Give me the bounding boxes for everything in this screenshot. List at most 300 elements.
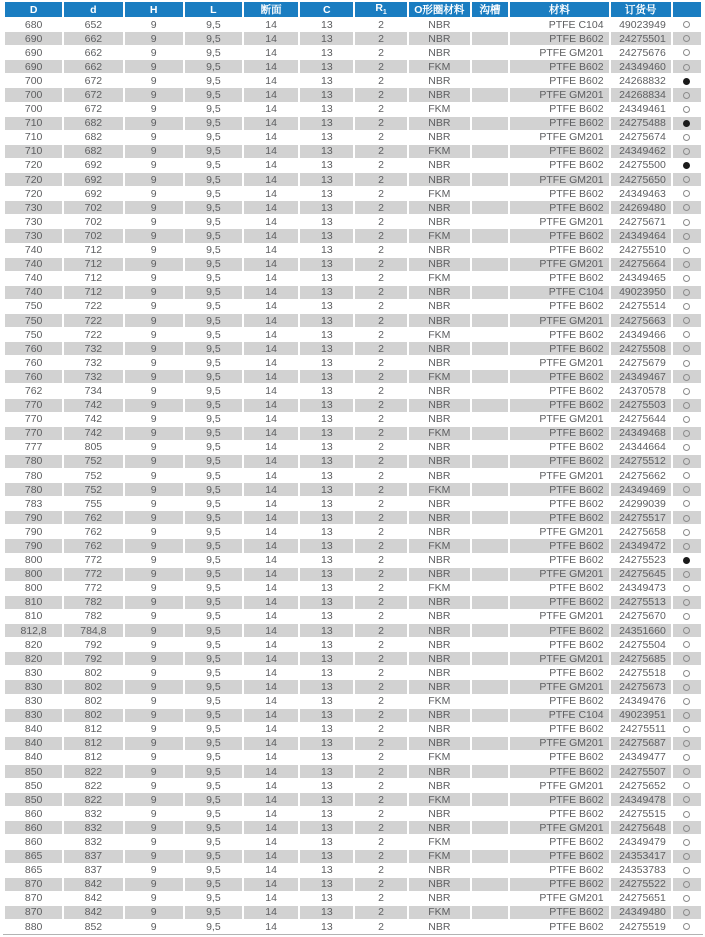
- cell-C: 13: [300, 173, 353, 186]
- open-circle-icon: [683, 176, 690, 183]
- cell-H: 9: [125, 46, 183, 59]
- cell-duanmian: 14: [244, 441, 298, 454]
- cell-oring: NBR: [409, 821, 470, 834]
- open-circle-icon: [683, 49, 690, 56]
- open-circle-icon: [683, 895, 690, 902]
- cell-L: 9,5: [185, 624, 242, 637]
- cell-R1: 2: [355, 737, 406, 750]
- cell-C: 13: [300, 821, 353, 834]
- cell-duanmian: 14: [244, 215, 298, 228]
- cell-oring: NBR: [409, 441, 470, 454]
- table-row: [5, 356, 701, 369]
- cell-groove: [472, 821, 508, 834]
- cell-material: PTFE B602: [510, 455, 608, 468]
- cell-oring: NBR: [409, 455, 470, 468]
- cell-R1: 2: [355, 427, 406, 440]
- table-row: [5, 765, 701, 778]
- cell-D: 790: [5, 539, 62, 552]
- cell-C: 13: [300, 680, 353, 693]
- cell-D: 690: [5, 32, 62, 45]
- cell-d: 832: [64, 807, 122, 820]
- cell-H: 9: [125, 610, 183, 623]
- open-circle-icon: [683, 599, 690, 606]
- cell-duanmian: 14: [244, 554, 298, 567]
- cell-C: 13: [300, 807, 353, 820]
- cell-L: 9,5: [185, 511, 242, 524]
- cell-order_no: 24275651: [611, 892, 671, 905]
- cell-oring: NBR: [409, 258, 470, 271]
- cell-groove: [472, 244, 508, 257]
- cell-oring: FKM: [409, 793, 470, 806]
- filled-circle-icon: [683, 120, 690, 127]
- cell-material: PTFE B602: [510, 32, 608, 45]
- col-header-d-label: d: [90, 3, 97, 16]
- cell-D: 860: [5, 807, 62, 820]
- cell-material: PTFE GM201: [510, 652, 608, 665]
- cell-groove: [472, 159, 508, 172]
- cell-D: 780: [5, 483, 62, 496]
- cell-availability: [673, 483, 701, 496]
- cell-d: 792: [64, 638, 122, 651]
- open-circle-icon: [683, 571, 690, 578]
- cell-availability: [673, 74, 701, 87]
- cell-R1: 2: [355, 244, 406, 257]
- cell-order_no: 24349469: [611, 483, 671, 496]
- cell-duanmian: 14: [244, 497, 298, 510]
- cell-d: 752: [64, 483, 122, 496]
- cell-L: 9,5: [185, 455, 242, 468]
- cell-order_no: 24275514: [611, 300, 671, 313]
- cell-groove: [472, 145, 508, 158]
- cell-material: PTFE B602: [510, 906, 608, 919]
- cell-order_no: 24268832: [611, 74, 671, 87]
- cell-availability: [673, 314, 701, 327]
- cell-C: 13: [300, 737, 353, 750]
- cell-d: 852: [64, 920, 122, 933]
- cell-H: 9: [125, 666, 183, 679]
- open-circle-icon: [683, 261, 690, 268]
- table-header: [5, 2, 701, 17]
- cell-R1: 2: [355, 342, 406, 355]
- cell-C: 13: [300, 159, 353, 172]
- cell-groove: [472, 187, 508, 200]
- cell-availability: [673, 427, 701, 440]
- cell-D: 850: [5, 793, 62, 806]
- cell-groove: [472, 370, 508, 383]
- table-row: [5, 821, 701, 834]
- table-row: [5, 554, 701, 567]
- cell-C: 13: [300, 286, 353, 299]
- cell-duanmian: 14: [244, 46, 298, 59]
- cell-oring: NBR: [409, 215, 470, 228]
- cell-L: 9,5: [185, 582, 242, 595]
- cell-material: PTFE GM201: [510, 779, 608, 792]
- cell-C: 13: [300, 413, 353, 426]
- cell-material: PTFE B602: [510, 850, 608, 863]
- col-header-order-no: [611, 2, 671, 17]
- cell-R1: 2: [355, 695, 406, 708]
- open-circle-icon: [683, 247, 690, 254]
- cell-availability: [673, 342, 701, 355]
- cell-R1: 2: [355, 680, 406, 693]
- table-row: [5, 32, 701, 45]
- cell-availability: [673, 32, 701, 45]
- table-row: [5, 497, 701, 510]
- cell-oring: NBR: [409, 342, 470, 355]
- cell-H: 9: [125, 525, 183, 538]
- cell-material: PTFE B602: [510, 103, 608, 116]
- cell-H: 9: [125, 384, 183, 397]
- cell-L: 9,5: [185, 497, 242, 510]
- cell-duanmian: 14: [244, 145, 298, 158]
- cell-oring: NBR: [409, 652, 470, 665]
- cell-D: 770: [5, 399, 62, 412]
- cell-C: 13: [300, 610, 353, 623]
- cell-material: PTFE B602: [510, 300, 608, 313]
- cell-availability: [673, 892, 701, 905]
- cell-H: 9: [125, 695, 183, 708]
- cell-R1: 2: [355, 511, 406, 524]
- cell-H: 9: [125, 215, 183, 228]
- cell-d: 752: [64, 455, 122, 468]
- cell-d: 805: [64, 441, 122, 454]
- open-circle-icon: [683, 543, 690, 550]
- cell-availability: [673, 469, 701, 482]
- cell-oring: NBR: [409, 469, 470, 482]
- cell-groove: [472, 215, 508, 228]
- cell-groove: [472, 117, 508, 130]
- cell-duanmian: 14: [244, 652, 298, 665]
- cell-D: 740: [5, 258, 62, 271]
- cell-H: 9: [125, 920, 183, 933]
- cell-H: 9: [125, 201, 183, 214]
- cell-D: 690: [5, 60, 62, 73]
- cell-D: 830: [5, 680, 62, 693]
- open-circle-icon: [683, 444, 690, 451]
- open-circle-icon: [683, 374, 690, 381]
- cell-groove: [472, 46, 508, 59]
- cell-material: PTFE B602: [510, 342, 608, 355]
- cell-H: 9: [125, 370, 183, 383]
- cell-oring: NBR: [409, 525, 470, 538]
- cell-material: PTFE B602: [510, 497, 608, 510]
- cell-availability: [673, 272, 701, 285]
- open-circle-icon: [683, 613, 690, 620]
- cell-groove: [472, 455, 508, 468]
- cell-D: 780: [5, 455, 62, 468]
- cell-material: PTFE B602: [510, 582, 608, 595]
- open-circle-icon: [683, 655, 690, 662]
- cell-d: 842: [64, 906, 122, 919]
- table-row: [5, 244, 701, 257]
- cell-groove: [472, 286, 508, 299]
- cell-d: 712: [64, 286, 122, 299]
- cell-D: 750: [5, 314, 62, 327]
- open-circle-icon: [683, 204, 690, 211]
- cell-availability: [673, 554, 701, 567]
- cell-L: 9,5: [185, 286, 242, 299]
- cell-groove: [472, 399, 508, 412]
- cell-R1: 2: [355, 835, 406, 848]
- cell-C: 13: [300, 469, 353, 482]
- cell-d: 792: [64, 652, 122, 665]
- cell-groove: [472, 525, 508, 538]
- cell-duanmian: 14: [244, 666, 298, 679]
- cell-material: PTFE B602: [510, 666, 608, 679]
- cell-L: 9,5: [185, 539, 242, 552]
- cell-duanmian: 14: [244, 568, 298, 581]
- cell-d: 812: [64, 723, 122, 736]
- cell-L: 9,5: [185, 525, 242, 538]
- cell-D: 865: [5, 850, 62, 863]
- table-row: [5, 920, 701, 933]
- cell-material: PTFE GM201: [510, 821, 608, 834]
- col-header-C-label: C: [323, 3, 331, 16]
- cell-d: 837: [64, 864, 122, 877]
- cell-D: 760: [5, 356, 62, 369]
- open-circle-icon: [683, 641, 690, 648]
- cell-d: 722: [64, 328, 122, 341]
- cell-oring: NBR: [409, 920, 470, 933]
- cell-groove: [472, 497, 508, 510]
- cell-duanmian: 14: [244, 582, 298, 595]
- cell-material: PTFE GM201: [510, 46, 608, 59]
- cell-C: 13: [300, 779, 353, 792]
- cell-D: 750: [5, 328, 62, 341]
- cell-availability: [673, 596, 701, 609]
- cell-order_no: 24275679: [611, 356, 671, 369]
- cell-D: 840: [5, 751, 62, 764]
- cell-availability: [673, 793, 701, 806]
- cell-availability: [673, 779, 701, 792]
- cell-L: 9,5: [185, 596, 242, 609]
- cell-duanmian: 14: [244, 18, 298, 31]
- col-header-R1: [355, 2, 406, 17]
- cell-d: 782: [64, 596, 122, 609]
- cell-L: 9,5: [185, 413, 242, 426]
- cell-d: 762: [64, 525, 122, 538]
- open-circle-icon: [683, 148, 690, 155]
- table-row: [5, 145, 701, 158]
- cell-C: 13: [300, 18, 353, 31]
- cell-oring: NBR: [409, 173, 470, 186]
- cell-material: PTFE B602: [510, 60, 608, 73]
- table-row: [5, 906, 701, 919]
- cell-availability: [673, 906, 701, 919]
- cell-H: 9: [125, 399, 183, 412]
- filled-circle-icon: [683, 557, 690, 564]
- cell-duanmian: 14: [244, 427, 298, 440]
- cell-R1: 2: [355, 74, 406, 87]
- cell-H: 9: [125, 145, 183, 158]
- cell-R1: 2: [355, 779, 406, 792]
- cell-material: PTFE B602: [510, 272, 608, 285]
- cell-H: 9: [125, 850, 183, 863]
- cell-oring: NBR: [409, 88, 470, 101]
- cell-d: 672: [64, 88, 122, 101]
- cell-R1: 2: [355, 610, 406, 623]
- cell-order_no: 24275510: [611, 244, 671, 257]
- cell-R1: 2: [355, 88, 406, 101]
- table-row: [5, 850, 701, 863]
- cell-order_no: 24353783: [611, 864, 671, 877]
- cell-availability: [673, 46, 701, 59]
- cell-R1: 2: [355, 765, 406, 778]
- cell-R1: 2: [355, 864, 406, 877]
- cell-C: 13: [300, 723, 353, 736]
- cell-duanmian: 14: [244, 201, 298, 214]
- cell-material: PTFE B602: [510, 765, 608, 778]
- cell-d: 712: [64, 244, 122, 257]
- cell-d: 752: [64, 469, 122, 482]
- cell-material: PTFE GM201: [510, 610, 608, 623]
- cell-material: PTFE B602: [510, 511, 608, 524]
- table-row: [5, 455, 701, 468]
- cell-d: 692: [64, 173, 122, 186]
- cell-L: 9,5: [185, 878, 242, 891]
- cell-H: 9: [125, 413, 183, 426]
- cell-order_no: 24275501: [611, 32, 671, 45]
- cell-d: 802: [64, 666, 122, 679]
- cell-duanmian: 14: [244, 511, 298, 524]
- cell-R1: 2: [355, 131, 406, 144]
- cell-duanmian: 14: [244, 892, 298, 905]
- open-circle-icon: [683, 853, 690, 860]
- cell-groove: [472, 807, 508, 820]
- cell-R1: 2: [355, 201, 406, 214]
- cell-availability: [673, 539, 701, 552]
- cell-duanmian: 14: [244, 483, 298, 496]
- cell-material: PTFE B602: [510, 807, 608, 820]
- col-header-order-no-label: 订货号: [624, 4, 657, 16]
- cell-duanmian: 14: [244, 272, 298, 285]
- cell-L: 9,5: [185, 103, 242, 116]
- cell-oring: FKM: [409, 145, 470, 158]
- col-header-oring-material-label: O形圈材料: [414, 4, 465, 16]
- cell-C: 13: [300, 328, 353, 341]
- cell-L: 9,5: [185, 554, 242, 567]
- cell-availability: [673, 835, 701, 848]
- cell-duanmian: 14: [244, 88, 298, 101]
- cell-order_no: 24275503: [611, 399, 671, 412]
- cell-availability: [673, 145, 701, 158]
- cell-R1: 2: [355, 666, 406, 679]
- table-row: [5, 666, 701, 679]
- table-row: [5, 18, 701, 31]
- table-row: [5, 272, 701, 285]
- cell-d: 662: [64, 32, 122, 45]
- cell-duanmian: 14: [244, 286, 298, 299]
- cell-D: 700: [5, 88, 62, 101]
- cell-C: 13: [300, 483, 353, 496]
- cell-order_no: 24349467: [611, 370, 671, 383]
- cell-duanmian: 14: [244, 737, 298, 750]
- cell-R1: 2: [355, 497, 406, 510]
- cell-availability: [673, 244, 701, 257]
- cell-D: 810: [5, 596, 62, 609]
- cell-L: 9,5: [185, 272, 242, 285]
- cell-material: PTFE B602: [510, 244, 608, 257]
- cell-H: 9: [125, 497, 183, 510]
- cell-d: 732: [64, 342, 122, 355]
- table-row: [5, 878, 701, 891]
- cell-d: 812: [64, 751, 122, 764]
- cell-oring: NBR: [409, 356, 470, 369]
- cell-material: PTFE C104: [510, 709, 608, 722]
- open-circle-icon: [683, 233, 690, 240]
- cell-oring: NBR: [409, 723, 470, 736]
- cell-R1: 2: [355, 46, 406, 59]
- cell-duanmian: 14: [244, 624, 298, 637]
- cell-D: 700: [5, 74, 62, 87]
- cell-H: 9: [125, 117, 183, 130]
- cell-H: 9: [125, 427, 183, 440]
- cell-duanmian: 14: [244, 370, 298, 383]
- cell-C: 13: [300, 793, 353, 806]
- cell-D: 870: [5, 878, 62, 891]
- open-circle-icon: [683, 64, 690, 71]
- cell-material: PTFE B602: [510, 554, 608, 567]
- spec-table: [3, 1, 703, 934]
- table-row: [5, 258, 701, 271]
- cell-L: 9,5: [185, 399, 242, 412]
- cell-duanmian: 14: [244, 709, 298, 722]
- cell-D: 820: [5, 638, 62, 651]
- cell-order_no: 24349463: [611, 187, 671, 200]
- cell-oring: FKM: [409, 483, 470, 496]
- cell-material: PTFE B602: [510, 920, 608, 933]
- cell-L: 9,5: [185, 652, 242, 665]
- cell-R1: 2: [355, 568, 406, 581]
- cell-L: 9,5: [185, 793, 242, 806]
- cell-R1: 2: [355, 525, 406, 538]
- cell-duanmian: 14: [244, 159, 298, 172]
- cell-D: 820: [5, 652, 62, 665]
- cell-duanmian: 14: [244, 103, 298, 116]
- cell-material: PTFE B602: [510, 624, 608, 637]
- cell-d: 802: [64, 680, 122, 693]
- open-circle-icon: [683, 106, 690, 113]
- table-row: [5, 638, 701, 651]
- cell-C: 13: [300, 88, 353, 101]
- cell-groove: [472, 469, 508, 482]
- cell-duanmian: 14: [244, 906, 298, 919]
- table-row: [5, 229, 701, 242]
- table-row: [5, 539, 701, 552]
- open-circle-icon: [683, 529, 690, 536]
- cell-material: PTFE B602: [510, 723, 608, 736]
- cell-R1: 2: [355, 624, 406, 637]
- cell-duanmian: 14: [244, 864, 298, 877]
- cell-D: 760: [5, 370, 62, 383]
- cell-order_no: 24349468: [611, 427, 671, 440]
- cell-groove: [472, 229, 508, 242]
- cell-material: PTFE B602: [510, 117, 608, 130]
- table-row: [5, 314, 701, 327]
- cell-H: 9: [125, 131, 183, 144]
- cell-order_no: 24275519: [611, 920, 671, 933]
- cell-order_no: 24275522: [611, 878, 671, 891]
- cell-groove: [472, 596, 508, 609]
- cell-H: 9: [125, 582, 183, 595]
- cell-L: 9,5: [185, 850, 242, 863]
- cell-duanmian: 14: [244, 723, 298, 736]
- cell-groove: [472, 723, 508, 736]
- cell-C: 13: [300, 906, 353, 919]
- cell-groove: [472, 680, 508, 693]
- table-row: [5, 370, 701, 383]
- cell-duanmian: 14: [244, 229, 298, 242]
